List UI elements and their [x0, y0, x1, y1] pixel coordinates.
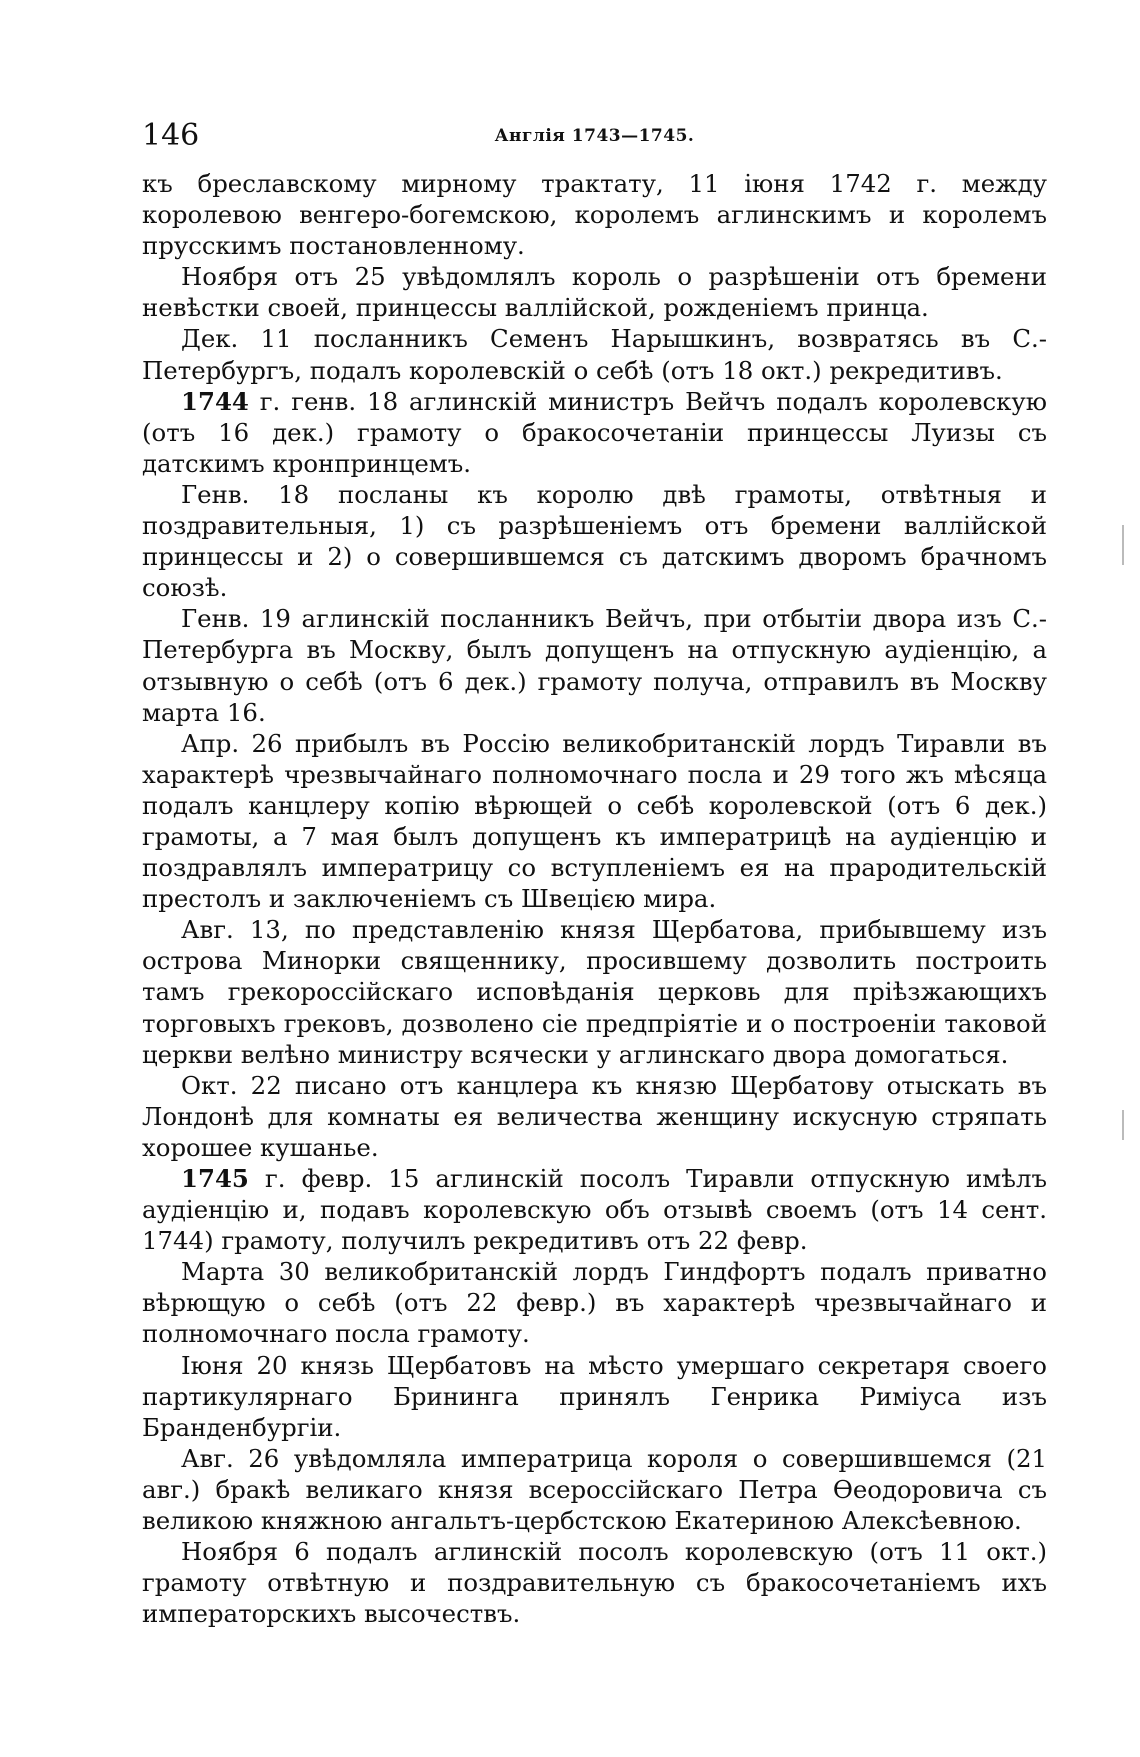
paragraph-text: къ бреславскому мирному трактату, 11 іюня 1742 г. между королевою венгеро-богемскою, королемъ аглинскимъ и королемъ прусскимъ постановленному.: [142, 169, 1047, 261]
year-marker: 1745: [181, 1164, 249, 1193]
body-text: [142, 168, 1047, 1629]
page-header: [142, 118, 1047, 158]
paragraph: [142, 168, 1047, 261]
paragraph-text: г. генв. 18 аглинскій министръ Вейчъ подалъ королевскую (отъ 16 дек.) грамоту о бракосочетаніи принцессы Луизы съ датскимъ кронпринцемъ.: [142, 386, 1047, 478]
paragraph-text: Апр. 26 прибылъ въ Россію великобританскій лордъ Тиравли въ характерѣ чрезвычайнаго полномочнаго посла и 29 того жъ мѣсяца подалъ канцлеру копію вѣрющей о себѣ королевской (отъ 6 дек.) грамоты, а 7 мая былъ допущенъ къ императрицѣ на аудіенцію и поздравлялъ императрицу со вступленіемъ ея на прародительскій престолъ и заключеніемъ съ Швецією мира.: [142, 728, 1047, 914]
paragraph-text: Іюня 20 князь Щербатовъ на мѣсто умершаго секретаря своего партикулярнаго Бринингa принялъ Генрика Риміуса изъ Бранденбургіи.: [142, 1350, 1047, 1442]
paragraph: [142, 1443, 1047, 1536]
running-title: Англія 1743—1745.: [494, 126, 695, 146]
paragraph: [142, 1163, 1047, 1256]
paragraph: [142, 479, 1047, 603]
paragraph: [142, 1536, 1047, 1629]
paragraph: [142, 1256, 1047, 1349]
paragraph-text: Авг. 26 увѣдомляла императрица короля о совершившемся (21 авг.) бракѣ великаго князя всероссійскаго Петра Ѳеодоровича съ великою княжною ангальтъ-цербстскою Екатериною Алексѣевною.: [142, 1443, 1047, 1536]
paragraph-text: Дек. 11 посланникъ Семенъ Нарышкинъ, возвратясь въ С.-Петербургъ, подалъ королевскій о себѣ (отъ 18 окт.) рекредитивъ.: [142, 324, 1047, 385]
paragraph: [142, 603, 1047, 727]
paragraph-text: Марта 30 великобританскій лордъ Гиндфортъ подалъ приватно вѣрющую о себѣ (отъ 22 февр.) въ характерѣ чрезвычайнаго и полномочнаго посла грамоту.: [142, 1257, 1047, 1349]
paragraph-text: Ноября отъ 25 увѣдомлялъ король о разрѣшеніи отъ бремени невѣстки своей, принцессы валлійской, рожденіемъ принца.: [142, 262, 1047, 323]
paragraph-text: г. февр. 15 аглинскій посолъ Тиравли отпускную имѣлъ аудіенцію и, подавъ королевскую объ отзывѣ своемъ (отъ 14 сент. 1744) грамоту, получилъ рекредитивъ отъ 22 февр.: [142, 1164, 1047, 1256]
paragraph: [142, 728, 1047, 915]
paragraph: [142, 914, 1047, 1069]
page-number: 146: [142, 118, 200, 153]
paragraph: [142, 261, 1047, 323]
paragraph-text: Ноября 6 подалъ аглинскій посолъ королевскую (отъ 11 окт.) грамоту отвѣтную и поздравительную съ бракосочетаніемъ ихъ императорскихъ высочествъ.: [142, 1537, 1047, 1629]
paragraph-text: Генв. 19 аглинскій посланникъ Вейчъ, при отбытіи двора изъ С.-Петербурга въ Москву, былъ допущенъ на отпускную аудіенцію, а отзывную о себѣ (отъ 6 дек.) грамоту получа, отправилъ въ Москву марта 16.: [142, 604, 1047, 727]
paragraph-text: Генв. 18 посланы къ королю двѣ грамоты, отвѣтныя и поздравительныя, 1) съ разрѣшеніемъ отъ бремени валлійской принцессы и 2) о совершившемся съ датскимъ дворомъ брачномъ союзѣ.: [142, 479, 1047, 603]
paragraph: [142, 1350, 1047, 1443]
year-marker: 1744: [181, 386, 249, 416]
paragraph: [142, 323, 1047, 385]
paragraph-text: Авг. 13, по представленію князя Щербатова, прибывшему изъ острова Минорки священнику, просившему дозволить построить тамъ грекороссійскаго исповѣданія церковь для пріѣзжающихъ торговыхъ грековъ, дозволено сіе предпріятіе и о построеніи таковой церкви велѣно министру всячески у аглинскаго двора домогаться.: [142, 915, 1047, 1069]
paragraph: [142, 386, 1047, 479]
scan-margin-line: [1122, 1110, 1124, 1140]
scan-margin-line: [1122, 525, 1124, 565]
paragraph: [142, 1070, 1047, 1163]
paragraph-text: Окт. 22 писано отъ канцлера къ князю Щербатову отыскать въ Лондонѣ для комнаты ея величества женщину искусную стряпать хорошее кушанье.: [142, 1070, 1047, 1162]
